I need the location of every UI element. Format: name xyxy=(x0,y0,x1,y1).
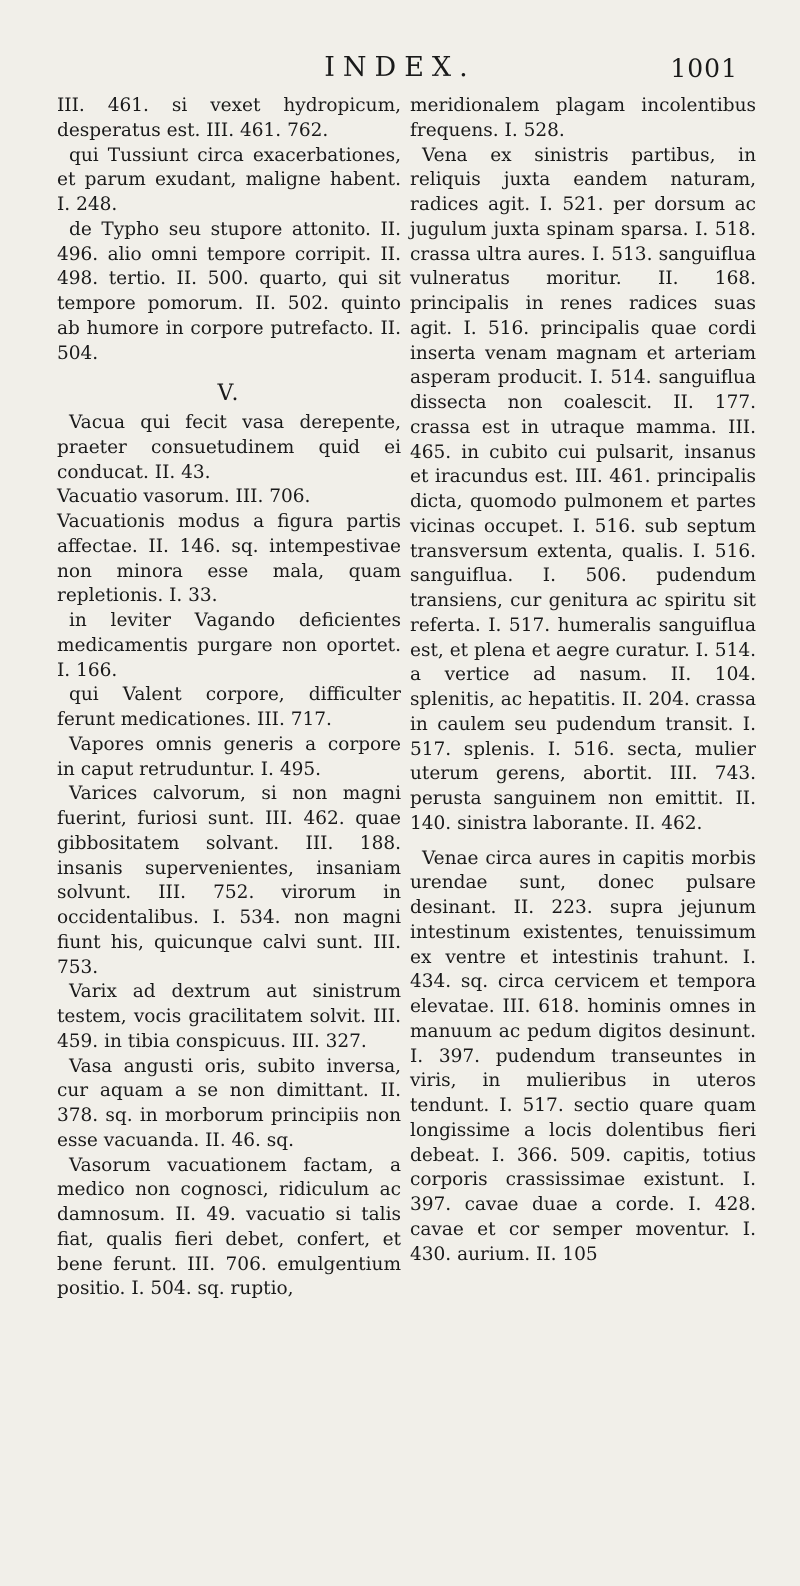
index-entry: meridionalem plagam incolentibus frequens. I. 528. xyxy=(410,95,756,141)
index-entry: Venae circa aures in capitis morbis urendae sunt, donec pulsare desinant. II. 223. supra jejunum intestinum existentes, tenuissimum ex ventre et intestinis trahunt. I. 434. sq. circa cervicem et tempora elevatae. III. 618. hominis omnes in manuum ac pedum digitos desinunt. I. 397. pudendum transeuntes in viris, in mulieribus in uteros tendunt. I. 517. sectio quare quam longissime a locis dolentibus fieri debeat. I. 366. 509. capitis, totius corporis crassissimae existunt. I. 397. cavae duae a corde. I. 428. cavae et cor semper moventur. I. 430. aurium. II. 105 xyxy=(410,847,756,1265)
index-entry: Vacuatio vasorum. III. 706. xyxy=(57,486,311,508)
index-entry: Vasorum vacuationem factam, a medico non cognosci, ridiculum ac damnosum. II. 49. vacuatio si talis fiat, qualis fieri debet, confert, et bene ferunt. III. 706. emulgentium positio. I. 504. sq. ruptio, xyxy=(57,1154,401,1300)
index-entry: de Typho seu stupore attonito. II. 496. alio omni tempore corripit. II. 498. tertio. II. 500. quarto, qui sit tempore pomorum. II. 502. quinto ab humore in corpore putrefacto. II. 504. xyxy=(57,218,401,364)
index-entry: Vacua qui fecit vasa derepente, praeter consuetudinem quid ei conducat. II. 43. xyxy=(57,412,401,483)
index-entry: Vacuationis modus a figura partis affectae. II. 146. sq. intempestivae non minora esse mala, quam repletionis. I. 33. xyxy=(57,511,401,607)
index-entry: Vapores omnis generis a corpore in caput retruduntur. I. 495. xyxy=(57,733,401,780)
index-entry: in leviter Vagando deficientes medicamentis purgare non oportet. I. 166. xyxy=(57,610,401,681)
page-number: 1001 xyxy=(670,54,738,83)
page-header xyxy=(0,52,800,92)
right-column xyxy=(410,94,756,1267)
index-entry: qui Valent corpore, difficulter ferunt medicationes. III. 717. xyxy=(57,684,401,730)
index-entry: III. 461. si vexet hydropicum, desperatus est. III. 461. 762. xyxy=(57,95,401,141)
section-letter-heading: V. xyxy=(217,381,241,407)
index-entry: Vena ex sinistris partibus, in reliquis juxta eandem naturam, radices agit. I. 521. per dorsum ac jugulum juxta spinam sparsa. I. 518. crassa ultra aures. I. 513. sanguiflua vulneratus moritur. II. 168. principalis in renes radices suas agit. I. 516. principalis quae cordi inserta venam magnam et arteriam asperam producit. I. 514. sanguiflua dissecta non coalescit. II. 177. crassa est in utraque mamma. III. 465. in cubito cui pulsarit, insanus et iracundus est. III. 461. principalis dicta, quomodo pulmonem et partes vicinas occupet. I. 516. sub septum transversum extenta, qualis. I. 516. sanguiflua. I. 506. pudendum transiens, cur genitura ac spiritu sit referta. I. 517. humeralis sanguiflua est, et plena et aegre curatur. I. 514. a vertice ad nasum. II. 104. splenitis, ac hepatitis. II. 204. crassa in caulem seu pudendum transit. I. 517. splenis. I. 516. secta, mulier uterum gerens, abortit. III. 743. perusta sanguinem non emittit. II. 140. sinistra laborante. II. 462. xyxy=(410,144,756,834)
running-title: INDEX. xyxy=(324,52,476,83)
index-entry: Varix ad dextrum aut sinistrum testem, vocis gracilitatem solvit. III. 459. in tibia conspicuus. III. 327. xyxy=(57,981,401,1052)
index-entry: Varices calvorum, si non magni fuerint, furiosi sunt. III. 462. quae gibbositatem solvant. III. 188. insanis supervenientes, insaniam solvunt. III. 752. virorum in occidentalibus. I. 534. non magni fiunt his, quicunque calvi sunt. III. 753. xyxy=(57,783,401,978)
left-column xyxy=(57,94,401,1302)
index-entry: qui Tussiunt circa exacerbationes, et parum exudant, maligne habent. I. 248. xyxy=(57,144,401,215)
index-entry: Vasa angusti oris, subito inversa, cur aquam a se non dimittant. II. 378. sq. in morborum principiis non esse vacuanda. II. 46. sq. xyxy=(57,1055,401,1151)
entry-spacer xyxy=(410,837,756,847)
